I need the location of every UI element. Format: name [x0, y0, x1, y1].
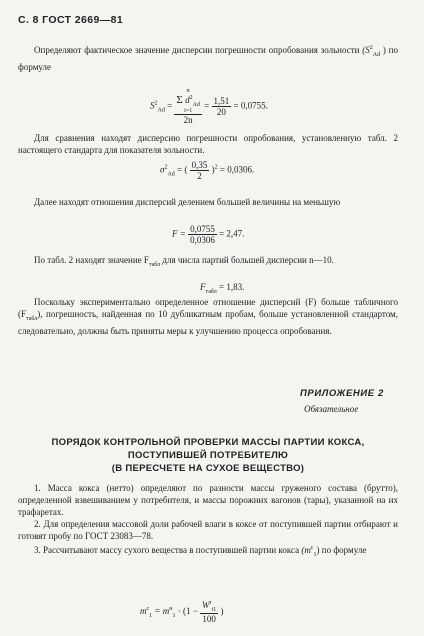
appendix-title: [18, 436, 398, 475]
paragraph-4: По табл. 2 находят значение $F_{табл}$ для числа партий большей дисперсии n—10.: [34, 255, 334, 268]
title-line-3: (В ПЕРЕСЧЕТЕ НА СУХОЕ ВЕЩЕСТВО): [111, 463, 305, 474]
paragraph-1: Определяют фактическое значение дисперсии погрешности опробования зольности ($S^2_{Ad}$ ) по формуле: [18, 45, 398, 72]
mandatory-label: Обязательное: [304, 404, 359, 414]
formula-sigma: $\sigma^2_{Ad}$ = ( $\frac{0,35}{2}$ )$^2$ = 0,0306.: [160, 160, 255, 181]
title-line-2: ПОСТУПИВШЕЙ ПОТРЕБИТЕЛЮ: [127, 450, 289, 461]
title-line-1: ПОРЯДОК КОНТРОЛЬНОЙ ПРОВЕРКИ МАССЫ ПАРТИИ КОКСА,: [51, 437, 365, 448]
fraction-sum: n Σ $d^2_{Ad}$ i=1 2n: [176, 88, 200, 125]
item-3: 3. Рассчитывают массу сухого вещества в поступившей партии кокса $(m^c_1)$ по формуле: [34, 545, 367, 558]
item-1: 1. Масса кокса (нетто) определяют по разности массы груженого состава (брутто), определенной взвешиванием у потребителя, и массы порожних вагонов (тары), указанной на их трафаретах.: [18, 483, 398, 517]
page-header: С. 8 ГОСТ 2669—81: [18, 14, 124, 26]
formula-f-table: $F_{табл} = 1,83$.: [200, 282, 245, 295]
formula-f: F = $\frac{0,0755}{0,0306}$ = 2,47.: [172, 224, 245, 245]
appendix-label: ПРИЛОЖЕНИЕ 2: [300, 388, 384, 399]
formula-dry-mass: $m^c_1 = m^н_1 \cdot (1$ − $\frac{W^r_{t1}}{100}$ ): [140, 600, 224, 624]
paragraph-5: Поскольку экспериментально определенное отношение дисперсий (F) больше табличного $(F_{табл})$, погрешность, найденная по 10 дубликатным пробам, больше установленной стандартом, следовательно, должны быть приняты меры к улучшению процесса опробования.: [18, 297, 398, 336]
formula-variance: $S^2_{Ad}$ = n Σ $d^2_{Ad}$ i=1 2n = $\frac{1,51}{20}$ = 0,0755.: [150, 88, 268, 125]
item-2: 2. Для определения массовой доли рабочей влаги в коксе от поступившей партии отбирают и готовят пробу по ГОСТ 23083—78.: [18, 519, 398, 541]
paragraph-3: Далее находят отношения дисперсий делением большей величины на меньшую: [34, 197, 341, 207]
paragraph-2: Для сравнения находят дисперсию погрешности опробования, установленную табл. 2 настоящего стандарта для показателя зольности.: [18, 133, 398, 155]
